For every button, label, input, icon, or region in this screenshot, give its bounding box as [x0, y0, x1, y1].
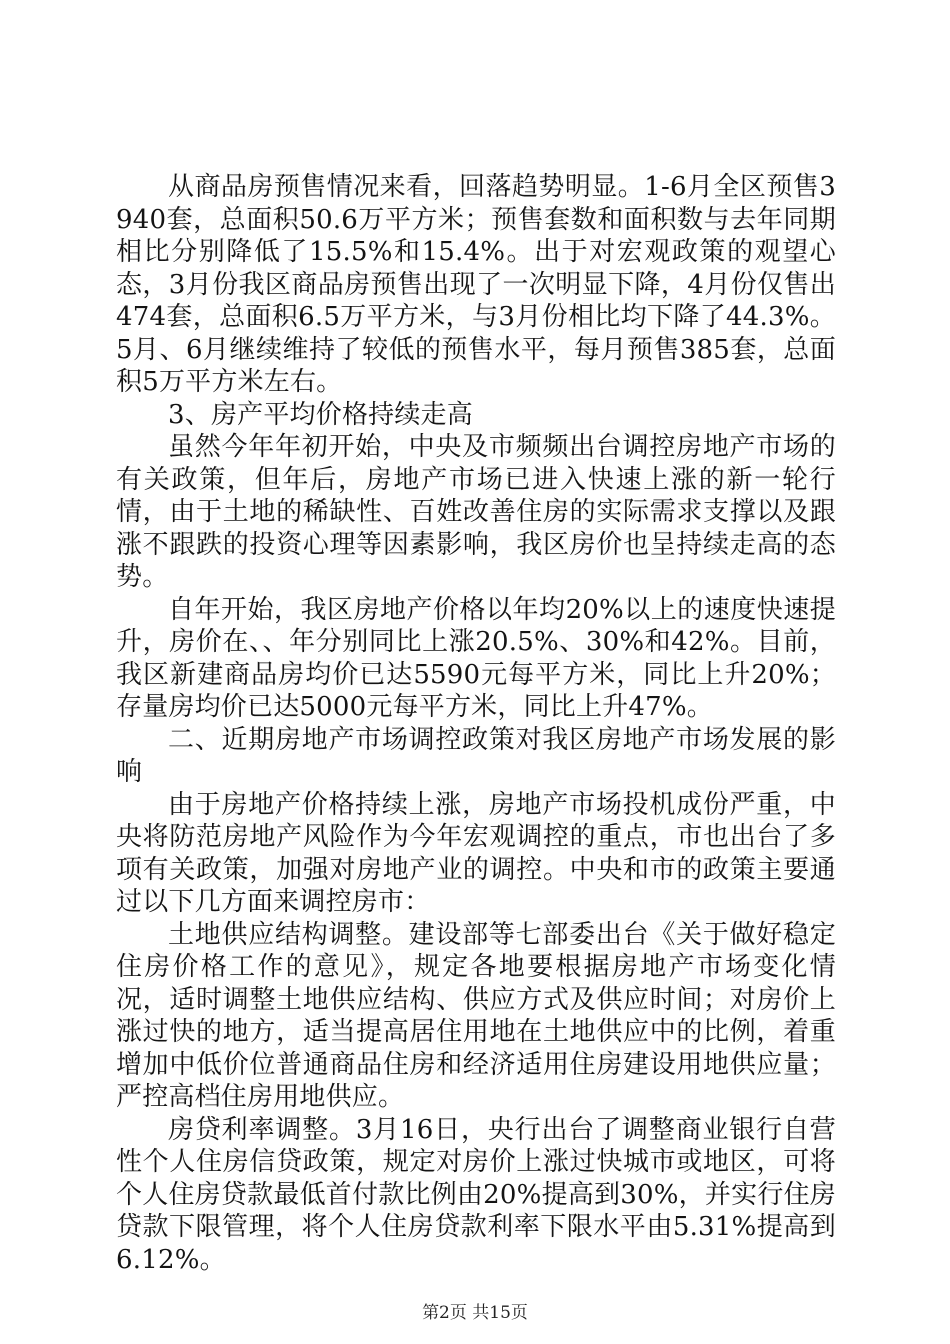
paragraph-price-growth: 自年开始，我区房地产价格以年均20%以上的速度快速提升，房价在、、年分别同比上涨20.5%、30%和42%。目前，我区新建商品房均价已达5590元每平方米，同比上升20%；存量房均价已达5000元每平方米，同比上升47%。 [116, 594, 836, 722]
paragraph-policy-intro: 由于房地产价格持续上涨，房地产市场投机成份严重，中央将防范房地产风险作为今年宏观调控的重点，市也出台了多项有关政策，加强对房地产业的调控。中央和市的政策主要通过以下几方面来调控房市： [116, 789, 836, 917]
paragraph-price-trend: 虽然今年年初开始，中央及市频频出台调控房地产市场的有关政策，但年后，房地产市场已进入快速上涨的新一轮行情，由于土地的稀缺性、百姓改善住房的实际需求支撑以及跟涨不跟跌的投资心理等因素影响，我区房价也呈持续走高的态势。 [116, 432, 836, 592]
page-number-footer: 第2页 共15页 [422, 1303, 528, 1323]
paragraph-mortgage-rate: 房贷利率调整。3月16日，央行出台了调整商业银行自营性个人住房信贷政策，规定对房价上涨过快城市或地区，可将个人住房贷款最低首付款比例由20%提高到30%，并实行住房贷款下限管理，将个人住房贷款利率下限水平由5.31%提高到6.12%。 [116, 1114, 836, 1275]
heading-policy-impact: 二、近期房地产市场调控政策对我区房地产市场发展的影响 [116, 724, 836, 787]
document-body [116, 171, 836, 1276]
paragraph-presale: 从商品房预售情况来看，回落趋势明显。1-6月全区预售3940套，总面积50.6万平方米；预售套数和面积数与去年同期相比分别降低了15.5%和15.4%。出于对宏观政策的观望心态，3月份我区商品房预售出现了一次明显下降，4月份仅售出474套，总面积6.5万平方米，与3月份相比均下降了44.3%。5月、6月继续维持了较低的预售水平，每月预售385套，总面积5万平方米左右。 [116, 172, 836, 397]
heading-price-rising: 3、房产平均价格持续走高 [168, 399, 473, 430]
paragraph-land-supply: 土地供应结构调整。建设部等七部委出台《关于做好稳定住房价格工作的意见》，规定各地要根据房地产市场变化情况，适时调整土地供应结构、供应方式及供应时间；对房价上涨过快的地方，适当提高居住用地在土地供应中的比例，着重增加中低价位普通商品住房和经济适用住房建设用地供应量；严控高档住房用地供应。 [116, 919, 836, 1112]
